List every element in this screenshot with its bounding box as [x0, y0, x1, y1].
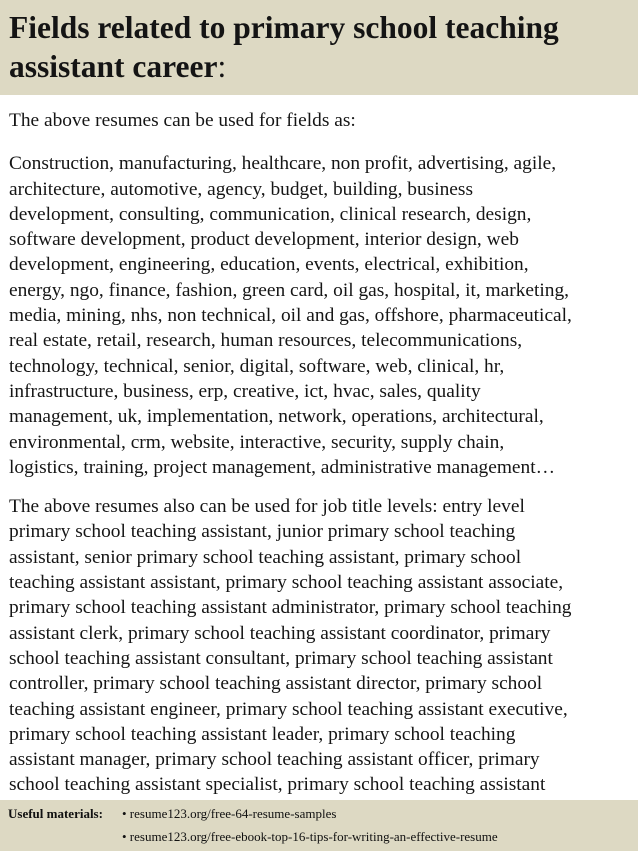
page-title-line-2: assistant career	[9, 49, 218, 84]
job-levels-line: assistant clerk, primary school teaching assistant coordinator, primary	[9, 622, 551, 644]
fields-line: development, engineering, education, events, electrical, exhibition,	[9, 254, 529, 276]
job-levels-line: primary school teaching assistant administrator, primary school teaching	[9, 597, 572, 619]
fields-line: real estate, retail, research, human resources, telecommunications,	[9, 330, 523, 352]
job-levels-line: teaching assistant assistant, primary school teaching assistant associate,	[9, 572, 564, 594]
resume-samples-link[interactable]: • resume123.org/free-64-resume-samples	[122, 806, 337, 821]
page-title	[9, 8, 629, 86]
job-levels-line: controller, primary school teaching assistant director, primary school	[9, 673, 543, 695]
content-area	[9, 108, 635, 800]
fields-line: management, uk, implementation, network, operations, architectural,	[9, 406, 544, 428]
page-title-line-1: Fields related to primary school teaching	[9, 10, 559, 45]
job-levels-line: assistant, senior primary school teaching assistant, primary school	[9, 546, 522, 568]
useful-materials-footer	[0, 800, 638, 851]
job-levels-line: primary school teaching assistant, junior primary school teaching	[9, 521, 516, 543]
job-levels-line: school teaching assistant specialist, primary school teaching assistant	[9, 774, 546, 796]
title-band	[0, 0, 638, 95]
job-levels-line: teaching assistant engineer, primary school teaching assistant executive,	[9, 698, 568, 720]
fields-line: Construction, manufacturing, healthcare, non profit, advertising, agile,	[9, 153, 557, 175]
job-levels-line: school teaching assistant consultant, primary school teaching assistant	[9, 647, 553, 669]
job-levels-paragraph	[9, 494, 635, 798]
fields-line: environmental, crm, website, interactive, security, supply chain,	[9, 431, 505, 453]
fields-paragraph	[9, 151, 635, 480]
fields-line: development, consulting, communication, clinical research, design,	[9, 203, 532, 225]
intro-text: The above resumes can be used for fields as:	[9, 110, 356, 131]
fields-line: media, mining, nhs, non technical, oil and gas, offshore, pharmaceutical,	[9, 305, 572, 327]
fields-line: architecture, automotive, agency, budget, building, business	[9, 178, 473, 200]
fields-line: software development, product development, interior design, web	[9, 229, 519, 251]
job-levels-line: The above resumes also can be used for job title levels: entry level	[9, 496, 525, 518]
fields-line: technology, technical, senior, digital, software, web, clinical, hr,	[9, 355, 505, 377]
useful-materials-label: Useful materials:	[8, 806, 103, 821]
fields-line: infrastructure, business, erp, creative, ict, hvac, sales, quality	[9, 380, 481, 402]
fields-line: energy, ngo, finance, fashion, green card, oil gas, hospital, it, marketing,	[9, 279, 570, 301]
resume-ebook-link[interactable]: • resume123.org/free-ebook-top-16-tips-for-writing-an-effective-resume	[122, 829, 498, 844]
job-levels-line: assistant manager, primary school teaching assistant officer, primary	[9, 749, 540, 771]
job-levels-line: primary school teaching assistant leader, primary school teaching	[9, 723, 516, 745]
fields-line: logistics, training, project management, administrative management…	[9, 456, 556, 478]
page-title-colon: :	[217, 49, 227, 84]
